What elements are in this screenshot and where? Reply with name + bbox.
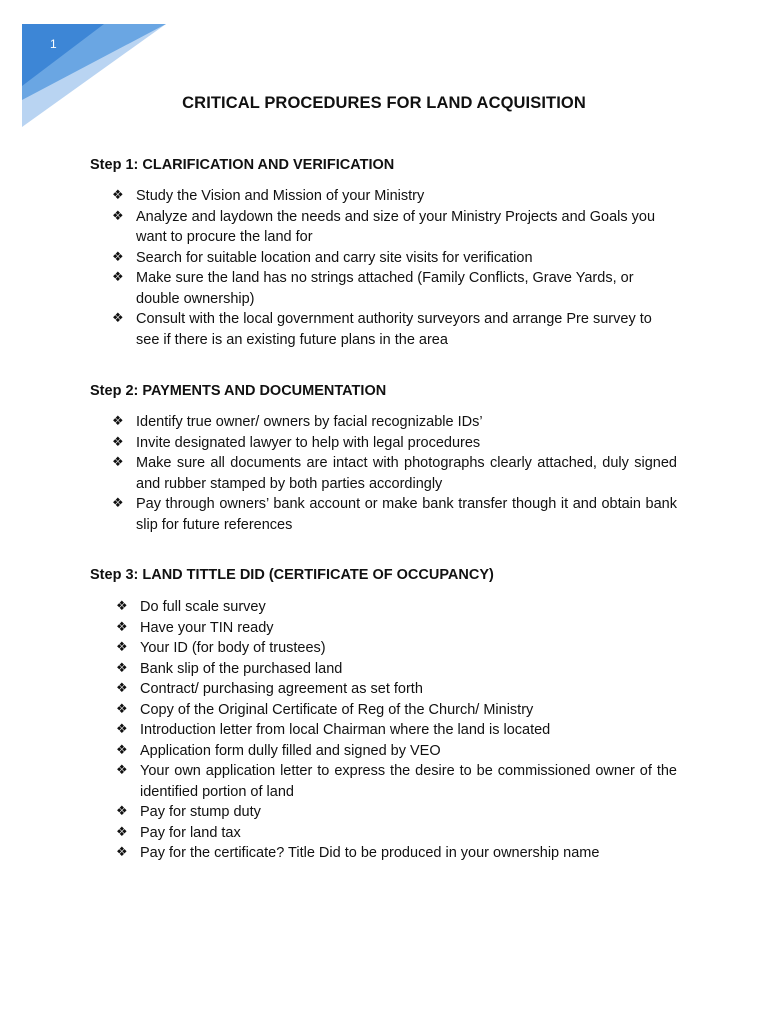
list-item: ❖ Do full scale survey	[140, 597, 677, 618]
list-item: ❖ Pay for land tax	[140, 823, 677, 844]
four-diamond-bullet-icon: ❖	[112, 434, 124, 450]
corner-decoration	[0, 0, 200, 140]
four-diamond-bullet-icon: ❖	[116, 845, 128, 860]
four-diamond-bullet-icon: ❖	[116, 619, 128, 635]
step-3-list	[116, 597, 677, 864]
step-2-list	[112, 412, 677, 535]
list-item: ❖ Make sure all documents are intact with photographs clearly attached, duly signed and rubber stamped by both parties accordingly	[112, 455, 677, 492]
four-diamond-bullet-icon: ❖	[116, 722, 128, 737]
four-diamond-bullet-icon: ❖	[116, 701, 128, 717]
four-diamond-bullet-icon: ❖	[112, 311, 124, 326]
list-item: ❖ Pay for stump duty	[140, 802, 677, 823]
list-item: ❖ Bank slip of the purchased land	[140, 659, 677, 680]
list-item: ❖ Pay through owners’ bank account or make bank transfer though it and obtain bank slip for future references	[112, 496, 677, 533]
list-item: ❖ Introduction letter from local Chairman where the land is located	[140, 720, 677, 741]
list-item: ❖ Contract/ purchasing agreement as set forth	[140, 679, 677, 700]
list-item: ❖ Have your TIN ready	[140, 618, 677, 639]
list-item: ❖ Copy of the Original Certificate of Reg of the Church/ Ministry	[140, 700, 677, 721]
list-item: ❖ Study the Vision and Mission of your Ministry	[136, 186, 677, 207]
list-item: ❖ Make sure the land has no strings attached (Family Conflicts, Grave Yards, or double ownership)	[112, 270, 634, 307]
four-diamond-bullet-icon: ❖	[116, 599, 128, 614]
list-item: ❖ Invite designated lawyer to help with legal procedures	[136, 433, 677, 454]
document-title: CRITICAL PROCEDURES FOR LAND ACQUISITION	[182, 94, 586, 112]
step-1-heading: Step 1: CLARIFICATION AND VERIFICATION	[90, 157, 395, 173]
list-item: ❖ Analyze and laydown the needs and size of your Ministry Projects and Goals you want to procure the land for	[112, 208, 656, 245]
four-diamond-bullet-icon: ❖	[112, 455, 124, 470]
page-number: 1	[50, 37, 57, 51]
four-diamond-bullet-icon: ❖	[112, 496, 124, 511]
four-diamond-bullet-icon: ❖	[112, 208, 124, 224]
four-diamond-bullet-icon: ❖	[116, 681, 128, 696]
step-2-heading: Step 2: PAYMENTS AND DOCUMENTATION	[90, 383, 387, 399]
list-item: ❖ Consult with the local government authority surveyors and arrange Pre survey to see if there is an existing future plans in the area	[112, 311, 652, 348]
list-item: ❖ Your ID (for body of trustees)	[140, 638, 677, 659]
four-diamond-bullet-icon: ❖	[116, 824, 128, 840]
four-diamond-bullet-icon: ❖	[116, 742, 128, 758]
four-diamond-bullet-icon: ❖	[112, 270, 124, 285]
list-item: ❖ Search for suitable location and carry site visits for verification	[136, 248, 677, 269]
four-diamond-bullet-icon: ❖	[112, 249, 124, 265]
list-item: ❖ Identify true owner/ owners by facial recognizable IDs’	[136, 412, 677, 433]
list-item: ❖ Application form dully filled and signed by VEO	[140, 741, 677, 762]
four-diamond-bullet-icon: ❖	[112, 414, 124, 429]
list-item: ❖ Pay for the certificate? Title Did to be produced in your ownership name	[140, 843, 677, 864]
four-diamond-bullet-icon: ❖	[116, 660, 128, 676]
step-1-list	[112, 186, 677, 350]
four-diamond-bullet-icon: ❖	[116, 640, 128, 655]
step-3-heading: Step 3: LAND TITTLE DID (CERTIFICATE OF OCCUPANCY)	[90, 567, 494, 583]
list-item: ❖ Your own application letter to express the desire to be commissioned owner of the identified portion of land	[116, 763, 677, 800]
four-diamond-bullet-icon: ❖	[112, 188, 124, 203]
four-diamond-bullet-icon: ❖	[116, 763, 128, 778]
four-diamond-bullet-icon: ❖	[116, 804, 128, 819]
